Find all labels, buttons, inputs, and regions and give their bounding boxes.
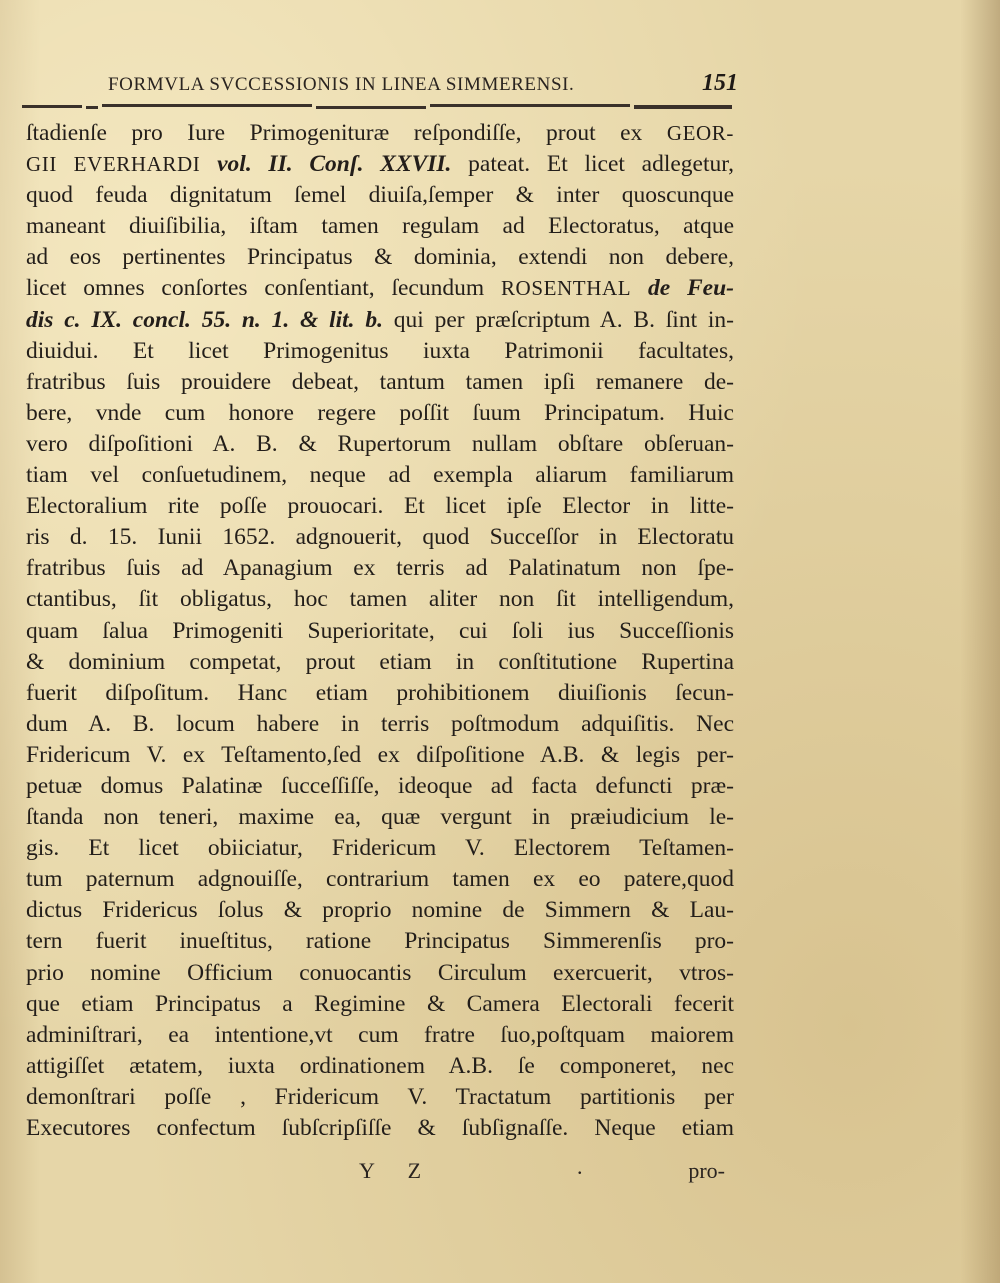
signature-mark: Y Z bbox=[359, 1158, 436, 1183]
text-line-25: tum paternum adgnouiſſe, contrarium tamen ex eo patere,quod bbox=[26, 866, 734, 893]
page-number: 151 bbox=[702, 70, 738, 96]
text-line-18: & dominium competat, prout etiam in conſtitutione Rupertina bbox=[26, 648, 734, 675]
author-name: GEOR- bbox=[666, 121, 734, 145]
text-line-26: dictus Fridericus ſolus & proprio nomine de Simmern & Lau- bbox=[26, 897, 734, 924]
text-line-7: dis c. IX. concl. 55. n. 1. & lit. b. qui per præſcriptum A. B. ſint in- bbox=[26, 306, 734, 333]
text-line-11: vero diſpoſitioni A. B. & Rupertorum nullam obſtare obſeruan- bbox=[26, 430, 734, 457]
text-line-6: licet omnes conſortes conſentiant, ſecundum ROSENTHAL de Feu- bbox=[26, 275, 734, 302]
citation: de Feu- bbox=[648, 275, 734, 302]
citation: dis c. IX. concl. 55. n. 1. & lit. b. bbox=[26, 306, 383, 333]
running-title: FORMVLA SVCCESSIONIS IN LINEA SIMMERENSI. bbox=[108, 74, 575, 95]
text-line-13: Electoralium rite poſſe prouocari. Et licet ipſe Elector in litte- bbox=[26, 493, 734, 520]
footer-dot: . bbox=[577, 1154, 583, 1179]
citation: vol. II. Conſ. XXVII. bbox=[217, 151, 452, 178]
page-footer bbox=[355, 1154, 725, 1192]
text-line-21: Fridericum V. ex Teſtamento,ſed ex diſpoſitione A.B. & legis per- bbox=[26, 741, 734, 768]
author-name: ROSENTHAL bbox=[500, 276, 632, 301]
body-text bbox=[26, 118, 734, 1144]
text-line-19: fuerit diſpoſitum. Hanc etiam prohibitionem diuiſionis ſecun- bbox=[26, 679, 734, 706]
text-line-23: ſtanda non teneri, maxime ea, quæ vergunt in præiudicium le- bbox=[26, 804, 734, 831]
text-line-2: GII EVERHARDI vol. II. Conſ. XXVII. pateat. Et licet adlegetur, bbox=[26, 151, 735, 178]
text-line-29: que etiam Principatus a Regimine & Camera Electorali fecerit bbox=[26, 990, 734, 1017]
text-line-31: attigiſſet ætatem, iuxta ordinationem A.B. ſe componeret, nec bbox=[26, 1052, 734, 1079]
text-line-30: adminiſtrari, ea intentione,vt cum fratre ſuo,poſtquam maiorem bbox=[26, 1021, 734, 1048]
text-line-3: quod feuda dignitatum ſemel diuiſa,ſemper & inter quoscunque bbox=[26, 182, 734, 209]
header-rule bbox=[22, 104, 732, 110]
text-line-8: diuidui. Et licet Primogenitus iuxta Patrimonii facultates, bbox=[26, 337, 734, 364]
text-line-1: ſtadienſe pro Iure Primogenituræ reſpondiſſe, prout ex GEOR- bbox=[26, 120, 734, 146]
text-line-12: tiam vel conſuetudinem, neque ad exempla aliarum familiarum bbox=[26, 462, 734, 489]
running-header bbox=[108, 68, 738, 102]
text-line-24: gis. Et licet obiiciatur, Fridericum V. Electorem Teſtamen- bbox=[26, 835, 734, 862]
text-line-17: quam ſalua Primogeniti Superioritate, cui ſoli ius Succeſſionis bbox=[26, 617, 734, 644]
text-line-9: fratribus ſuis prouidere debeat, tantum tamen ipſi remanere de- bbox=[26, 368, 734, 395]
author-name: GII EVERHARDI bbox=[26, 152, 201, 177]
text-line-14: ris d. 15. Iunii 1652. adgnouerit, quod Succeſſor in Electoratu bbox=[26, 524, 734, 551]
text-line-16: ctantibus, ſit obligatus, hoc tamen aliter non ſit intelligendum, bbox=[26, 586, 734, 613]
text-line-22: petuæ domus Palatinæ ſucceſſiſſe, ideoque ad facta defuncti præ- bbox=[26, 772, 734, 799]
text-line-27: tern fuerit inueſtitus, ratione Principatus Simmerenſis pro- bbox=[26, 928, 734, 955]
text-line-20: dum A. B. locum habere in terris poſtmodum adquiſitis. Nec bbox=[26, 710, 734, 737]
text-line-15: fratribus ſuis ad Apanagium ex terris ad Palatinatum non ſpe- bbox=[26, 555, 734, 582]
text-line-33: Executores confectum ſubſcripſiſſe & ſubſignaſſe. Neque etiam bbox=[26, 1115, 734, 1141]
text-line-5: ad eos pertinentes Principatus & dominia, extendi non debere, bbox=[26, 244, 734, 271]
text-line-10: bere, vnde cum honore regere poſſit ſuum Principatum. Huic bbox=[26, 399, 734, 426]
text-line-28: prio nomine Officium conuocantis Circulum exercuerit, vtros- bbox=[26, 959, 734, 986]
catchword: pro- bbox=[688, 1158, 725, 1183]
text-line-4: maneant diuiſibilia, iſtam tamen regulam ad Electoratus, atque bbox=[26, 213, 734, 240]
text-line-32: demonſtrari poſſe , Fridericum V. Tractatum partitionis per bbox=[26, 1083, 734, 1110]
